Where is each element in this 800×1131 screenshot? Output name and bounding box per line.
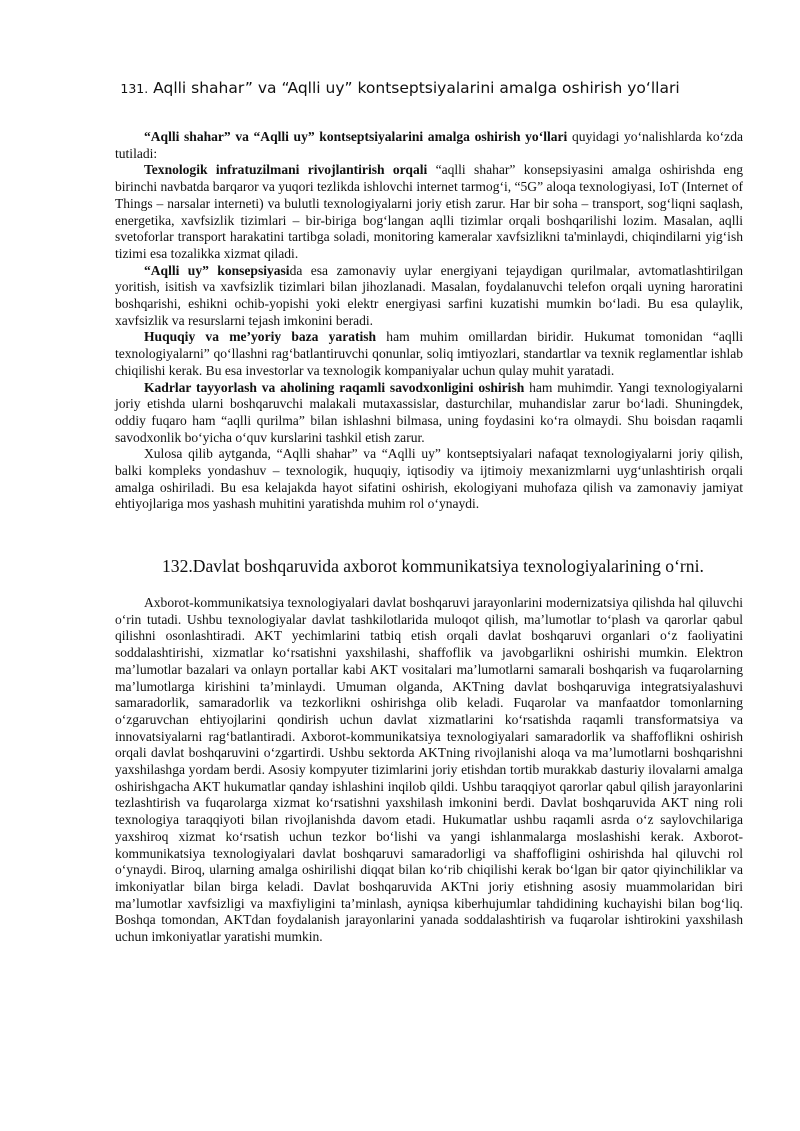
paragraph-conclusion: Xulosa qilib aytganda, “Aqlli shahar” va “Aqlli uy” kontseptsiyalari nafaqat texnologiyalarni joriy qilish, balki kompleks yondashuv – texnologik, huquqiy, iqtisodiy va ijtimoiy mexanizmlarni uyg‘unlashtirish orqali amalga oshiriladi. Bu esa kelajakda hayot sifatini oshirish, ekologiyani muhofaza qilish va zamonaviy jamiyat ehtiyojlariga mos yashash muhitini yaratishda muhim rol o‘ynaydi. xyxy=(115,446,743,512)
intro-paragraph xyxy=(115,129,743,162)
infrastructure-bold-lead: Texnologik infratuzilmani rivojlantirish orqali xyxy=(144,162,428,178)
intro-text: quyidagi yo‘nalishlarda ko‘zda tutiladi: xyxy=(115,129,743,161)
paragraph-personnel xyxy=(115,380,743,447)
section-132-heading: 132.Davlat boshqaruvida axborot kommunikatsiya texnologiyalarining o‘rni. xyxy=(162,556,704,576)
smart-home-text: da esa zamonaviy uylar energiyani tejaydigan qurilmalar, avtomatlashtirilgan yoritish, isitish va xavfsizlik tizimlari bilan jihozlanadi. Masalan, foydalanuvchi telefon orqali uyning haroratini boshqarishi, eshikni ochib-yopishi yoki elektr energiyasi sarfini kuzatishi mumkin bo‘ladi. Bu esa qulaylik, xavfsizlik va resurslarni tejash imkonini beradi. xyxy=(115,262,744,328)
paragraph-ict-government: Axborot-kommunikatsiya texnologiyalari davlat boshqaruvi jarayonlarini modernizatsiya qilishda hal qiluvchi o‘rin tutadi. Ushbu texnologiyalar davlat tashkilotlarida muloqot qilish, ma’lumotlar to‘plash va qarorlar qabul qilishni osonlashtiradi. AKT yechimlarini tatbiq etish orqali davlat boshqaruvi organlari o‘z faoliyatini soddalashtirishi, xizmatlar ko‘rsatishni yaxshilashi, shaffoflik va javobgarlikni oshirishi mumkin. Elektron ma’lumotlar bazalari va onlayn portallar kabi AKT vositalari ma’lumotlarni samarali boshqarish va fuqarolarning ma’lumotlarga kirishini ta’minlaydi. Umuman olganda, AKTning davlat boshqaruviga integratsiyalashuvi samaradorlik, samaradorlik va tezkorlikni oshirishga olib keladi. Fuqarolar va manfaatdor tomonlarning o‘zgaruvchan ehtiyojlarini qondirish uchun davlat xizmatlarini ko‘rsatishda raqamli transformatsiya va innovatsiyalarni rag‘batlantiradi. Axborot-kommunikatsiya texnologiyalari samaradorlik va shaffoflikni oshirish orqali davlat boshqaruvini o‘zgartirdi. Ushbu sektorda AKTning rivojlanishi aloqa va ma’lumotlarni boshqarishni yaxshilashga yordam berdi. Asosiy kompyuter tizimlarini joriy etishdan tortib murakkab dasturiy ilovalarni amalga oshirishgacha AKT hukumatlar qanday ishlashini inqilob qildi. Ushbu taraqqiyot qarorlar qabul qilish jarayonlarini tezlashtirish va fuqarolarga xizmat ko‘rsatishni yaxshilash imkonini berdi. Davlat boshqaruvida AKT ning roli texnologiya taraqqiyoti bilan rivojlanishda davom etadi. Hukumatlar ushbu raqamli asrda o‘z saylovchilariga yaxshiroq xizmat ko‘rsatish uchun tezkor bo‘lishi va yangi ishlanmalarga moslashishi kerak. Axborot-kommunikatsiya texnologiyalari davlat boshqaruvi samaradorligi va shaffofligini oshirishda hal qiluvchi rol o‘ynaydi. Biroq, ularning amalga oshirilishi diqqat bilan ko‘rib chiqilishi kerak bo‘lgan bir qator qiyinchiliklar va imkoniyatlar bilan birga keladi. Davlat boshqaruvida AKTni joriy etishning asosiy muammolaridan biri ma’lumotlar xavfsizligi va maxfiyligini ta’minlash, ayniqsa kiberhujumlar tahdidining kuchayishi bilan bog‘liq. Boshqa tomondan, AKTdan foydalanish jarayonlarini yanada soddalashtirish va fuqarolar ishtirokini yaxshilash uchun imkoniyatlar yaratishi mumkin. xyxy=(115,595,743,945)
smart-home-bold-lead: “Aqlli uy” konsepsiyasi xyxy=(144,262,290,278)
section-131-title: Aqlli shahar” va “Aqlli uy” kontseptsiyalarini amalga oshirish yo‘llari xyxy=(148,79,680,97)
section-131-number: 131. xyxy=(120,81,149,96)
paragraph-smart-home xyxy=(115,263,743,330)
section-131-body xyxy=(115,129,743,513)
paragraph-legal-base xyxy=(115,329,743,379)
legal-base-text: ham muhim omillardan biridir. Hukumat tomonidan “aqlli texnologiyalarni” qo‘llashni rag‘batlantiruvchi qonunlar, soliq imtiyozlari, standartlar va texnik reglamentlar ishlab chiqilishi kerak. Bu esa investorlar va texnologik kompaniyalar uchun qulay muhit yaratadi. xyxy=(115,329,743,378)
infrastructure-text: “aqlli shahar” konsepsiyasini amalga oshirishda eng birinchi navbatda barqaror va yuqori tezlikda ishlovchi internet tarmog‘i, “5G” aloqa texnologiyasi, IoT (Internet of Things – narsalar interneti) va bulutli texnologiyalarni joriy etish zarur. Har bir soha – transport, sog‘liqni saqlash, energetika, xavfsizlik tizimlari – bir-biriga bog‘langan aqlli tizimlar orqali boshqarilishi lozim. Masalan, aqlli svetoforlar transport harakatini tartibga soladi, monitoring kameralar xavfsizlikni ta'minlaydi, chiqindilarni yig‘ish tizimi esa tozalikka xizmat qiladi. xyxy=(115,162,743,261)
personnel-bold-lead: Kadrlar tayyorlash va aholining raqamli savodxonligini oshirish xyxy=(144,379,525,395)
personnel-text: ham muhimdir. Yangi texnologiyalarni joriy etishda ularni boshqaruvchi malakali mutaxassislar, dasturchilar, muhandislar zarur bo‘ladi. Shuningdek, oddiy fuqaro ham “aqlli qurilma” bilan ishlashni bilmasa, uning foydasini ko‘ra olmaydi. Shu boisdan raqamli savodxonlik bo‘yicha o‘quv kurslarini tashkil etish zarur. xyxy=(115,379,744,445)
intro-bold-lead: “Aqlli shahar” va “Aqlli uy” kontseptsiyalarini amalga oshirish yo‘llari xyxy=(144,129,568,144)
paragraph-infrastructure xyxy=(115,162,743,262)
legal-base-bold-lead: Huquqiy va me’yoriy baza yaratish xyxy=(144,329,377,345)
section-132-body xyxy=(115,595,743,946)
section-131-heading xyxy=(0,78,800,99)
